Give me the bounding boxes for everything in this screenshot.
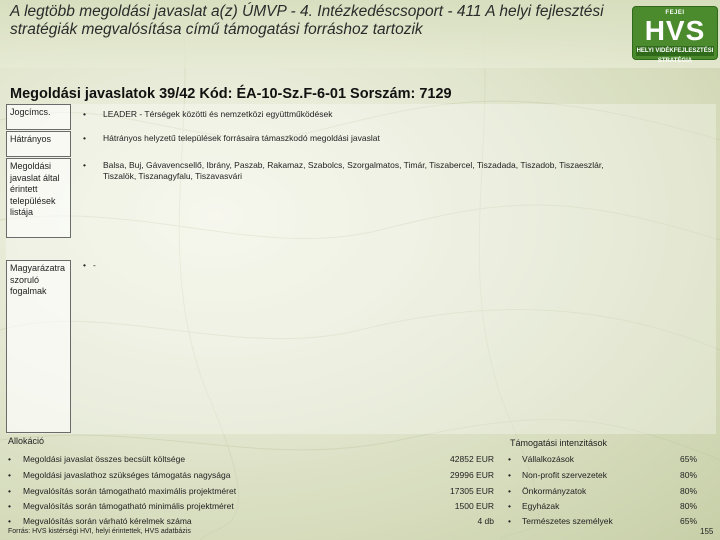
bullet: • [83, 133, 86, 143]
allocation-label: Megvalósítás során támogatható minimális projektméret [23, 501, 234, 511]
allocation-title: Allokáció [8, 436, 45, 446]
allocation-value: 42852 EUR [450, 454, 494, 464]
logo-top-text: FEJEI [665, 10, 685, 16]
page-number: 155 [700, 527, 714, 536]
footer-source: Forrás: HVS kistérségi HVI, helyi érintettek, HVS adatbázis [8, 528, 191, 535]
bullet: • [508, 486, 511, 496]
intensity-label: Egyházak [522, 501, 560, 511]
page-title: A legtöbb megoldási javaslat a(z) ÚMVP - 4. Intézkedéscsoport - 411 A helyi fejlesztési stratégiák megvalósítása című támogatási forráshoz tartozik [10, 3, 604, 38]
intensity-value: 80% [679, 501, 697, 511]
row-jogcim [83, 109, 332, 120]
bullet: • [8, 486, 11, 496]
row-telepulesek-line1: Balsa, Buj, Gávavencsellő, Ibrány, Paszab, Rakamaz, Szabolcs, Szorgalmatos, Timár, Tiszabercel, Tiszadada, Tiszadob, Tiszaeszlár, [103, 160, 604, 170]
label-fogalmak: Magyarázatra szoruló fogalmak [6, 260, 71, 433]
intensity-label: Vállalkozások [522, 454, 574, 464]
allocation-label: Megoldási javaslathoz szükséges támogatás nagysága [23, 470, 231, 480]
section-title: Megoldási javaslatok 39/42 Kód: ÉA-10-Sz.F-6-01 Sorszám: 7129 [10, 86, 452, 102]
bullet: • [83, 260, 86, 270]
intensity-value: 65% [679, 516, 697, 526]
allocation-value: 1500 EUR [454, 501, 494, 511]
row-hatranyos [83, 133, 380, 144]
hvs-logo [632, 6, 718, 64]
label-jogcim: Jogcímcs. [6, 104, 71, 130]
bullet: • [8, 470, 11, 480]
intensity-value: 80% [679, 486, 697, 496]
row-fogalmak-text: - [93, 260, 96, 270]
intensity-label: Non-profit szervezetek [522, 470, 608, 480]
intensity-title: Támogatási intenzitások [510, 438, 608, 448]
intensity-label: Önkormányzatok [522, 486, 587, 496]
intensity-value: 65% [679, 454, 697, 464]
label-hatranyos: Hátrányos [6, 131, 71, 157]
bullet: • [83, 109, 86, 119]
logo-mark: HVS [644, 15, 706, 46]
bullet: • [508, 516, 511, 526]
intensity-value: 80% [679, 470, 697, 480]
allocation-value: 17305 EUR [450, 486, 494, 496]
logo-sub-text: HELYI VIDÉKFEJLESZTÉSI STRATÉGIA [636, 48, 714, 64]
allocation-label: Megvalósítás során várható kérelmek száma [23, 516, 192, 526]
label-telepulesek: Megoldási javaslat által érintett települések listája [6, 158, 71, 238]
allocation-value: 29996 EUR [450, 470, 494, 480]
intensity-label: Természetes személyek [522, 516, 613, 526]
allocation-value: 4 db [477, 516, 494, 526]
bullet: • [508, 501, 511, 511]
bullet: • [83, 160, 86, 170]
bullet: • [508, 454, 511, 464]
row-hatranyos-text: Hátrányos helyzetű települések forrásaira támaszkodó megoldási javaslat [103, 133, 380, 143]
row-telepulesek [83, 160, 703, 182]
row-telepulesek-line2: Tiszalök, Tiszanagyfalu, Tiszavasvári [103, 171, 243, 181]
bullet: • [8, 454, 11, 464]
row-jogcim-text: LEADER - Térségek közötti és nemzetközi együttműködések [103, 109, 333, 119]
bullet: • [8, 501, 11, 511]
allocation-label: Megoldási javaslat összes becsült költsége [23, 454, 186, 464]
allocation-label: Megvalósítás során támogatható maximális projektméret [23, 486, 237, 496]
bullet: • [8, 516, 11, 526]
bullet: • [508, 470, 511, 480]
content-panel [6, 104, 716, 434]
row-fogalmak [83, 260, 96, 271]
